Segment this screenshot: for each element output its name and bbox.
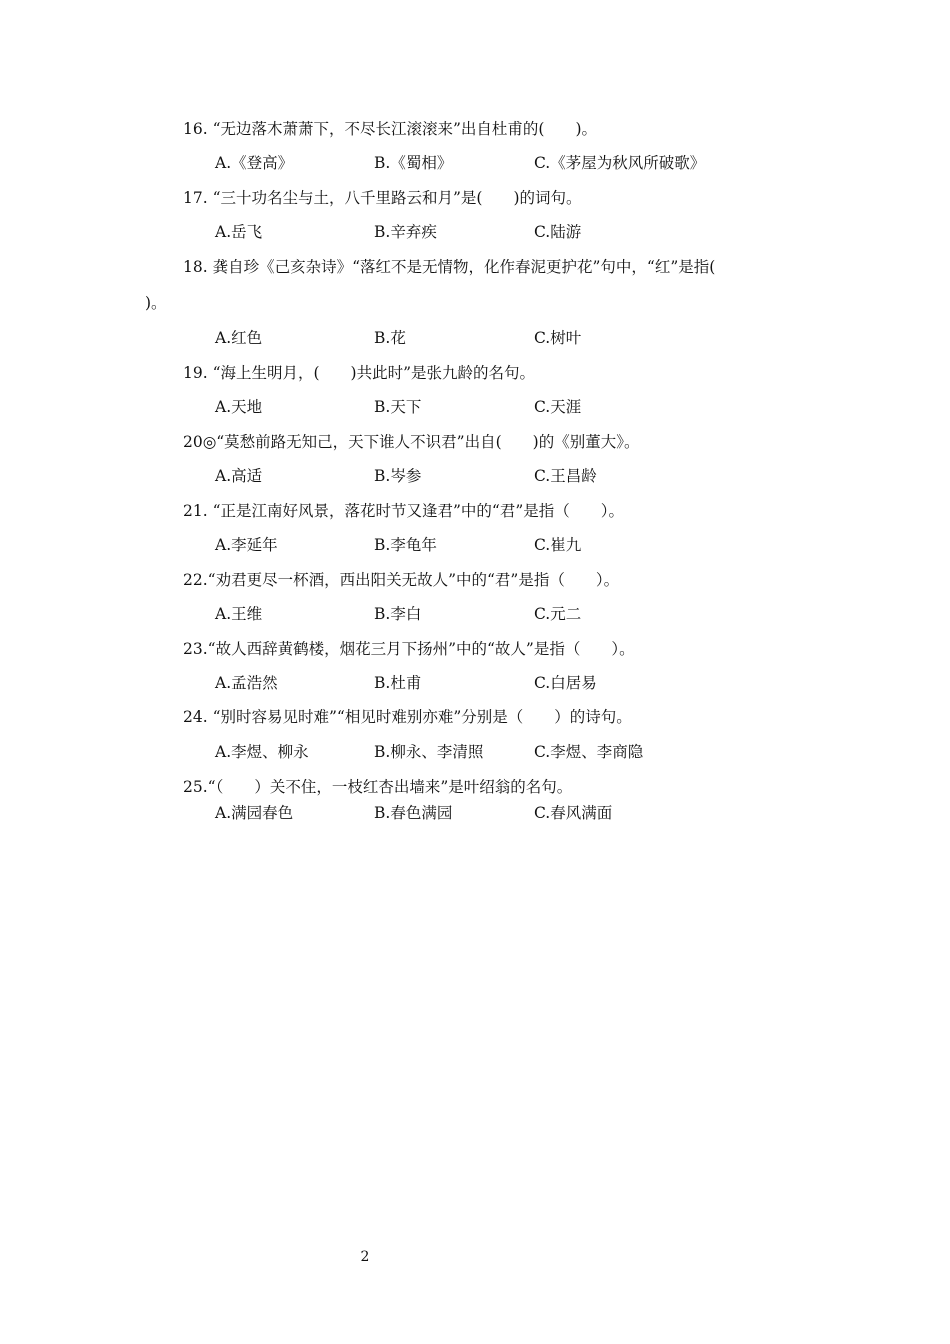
question-25-option-a: A.满园春色 (215, 804, 294, 822)
question-22-option-b: B.李白 (374, 605, 422, 623)
question-16-option-b: B.《蜀相》 (374, 154, 453, 172)
question-16-option-c: C.《茅屋为秋风所破歌》 (534, 154, 706, 172)
question-24-option-a: A.李煜、柳永 (215, 743, 309, 761)
question-19-option-b: B.天下 (374, 398, 422, 416)
question-21-stem: 21. “正是江南好风景，落花时节又逢君”中的“君”是指（ ）。 (183, 502, 625, 520)
question-18-stem-continuation: )。 (145, 294, 167, 312)
question-22-option-a: A.王维 (215, 605, 263, 623)
question-21-option-a: A.李延年 (215, 536, 278, 554)
question-21-option-b: B.李龟年 (374, 536, 437, 554)
question-18-option-a: A.红色 (215, 329, 263, 347)
question-19-option-a: A.天地 (215, 398, 263, 416)
question-21-option-c: C.崔九 (534, 536, 582, 554)
question-20-stem: 20◎“莫愁前路无知己，天下谁人不识君”出自( )的《别董大》。 (183, 433, 640, 451)
question-24-stem: 24. “别时容易见时难”“相见时难别亦难”分别是（ ）的诗句。 (183, 708, 632, 726)
question-18-option-c: C.树叶 (534, 329, 582, 347)
question-22-stem: 22.“劝君更尽一杯酒，西出阳关无故人”中的“君”是指（ ）。 (183, 571, 620, 589)
question-19-option-c: C.天涯 (534, 398, 582, 416)
question-23-option-b: B.杜甫 (374, 674, 422, 692)
question-20-option-c: C.王昌龄 (534, 467, 597, 485)
question-22-option-c: C.元二 (534, 605, 582, 623)
question-16-stem: 16. “无边落木萧萧下，不尽长江滚滚来”出自杜甫的( )。 (183, 120, 598, 138)
question-25-option-b: B.春色满园 (374, 804, 453, 822)
question-19-stem: 19. “海上生明月，( )共此时”是张九龄的名句。 (183, 364, 536, 382)
question-20-option-a: A.高适 (215, 467, 263, 485)
question-18-option-b: B.花 (374, 329, 406, 347)
question-24-option-c: C.李煜、李商隐 (534, 743, 644, 761)
question-25-option-c: C.春风满面 (534, 804, 613, 822)
question-24-option-b: B.柳永、李清照 (374, 743, 484, 761)
question-18-stem: 18. 龚自珍《己亥杂诗》“落红不是无情物，化作春泥更护花”句中，“红”是指( (183, 258, 716, 276)
question-23-option-a: A.孟浩然 (215, 674, 278, 692)
question-23-option-c: C.白居易 (534, 674, 597, 692)
question-25-stem: 25.“（ ）关不住，一枝红杏出墙来”是叶绍翁的名句。 (183, 778, 573, 796)
question-17-option-b: B.辛弃疾 (374, 223, 437, 241)
question-17-stem: 17. “三十功名尘与土，八千里路云和月”是( )的词句。 (183, 189, 582, 207)
question-23-stem: 23.“故人西辞黄鹤楼，烟花三月下扬州”中的“故人”是指（ ）。 (183, 640, 635, 658)
question-17-option-c: C.陆游 (534, 223, 582, 241)
question-17-option-a: A.岳飞 (215, 223, 263, 241)
question-20-option-b: B.岑参 (374, 467, 422, 485)
question-16-option-a: A.《登高》 (215, 154, 294, 172)
page-number: 2 (360, 1249, 370, 1265)
